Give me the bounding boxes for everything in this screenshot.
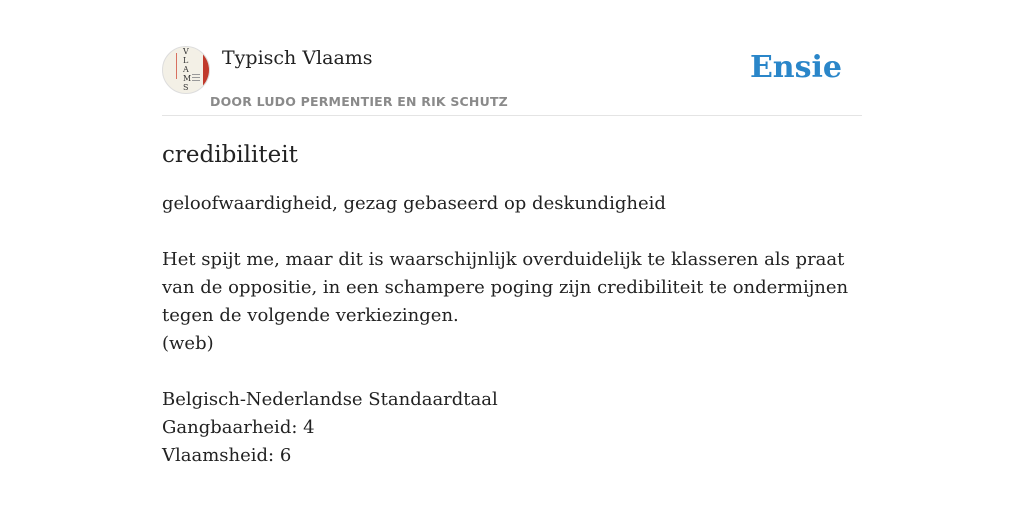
spacer	[162, 358, 862, 386]
cover-letter: V	[183, 47, 189, 56]
entry-vlaamsheid: Vlaamsheid: 6	[162, 445, 292, 466]
entry-word: credibiliteit	[162, 142, 298, 168]
cover-accent-line	[176, 53, 177, 79]
spacer	[162, 218, 862, 246]
entry-source: (web)	[162, 333, 214, 354]
entry-body	[162, 190, 862, 470]
ensie-logo-link[interactable]: Ensie	[749, 50, 842, 85]
cover-letter: L	[183, 56, 189, 65]
entry-content	[162, 138, 862, 470]
cover-rule	[192, 74, 200, 75]
cover-letter: A	[183, 65, 189, 74]
cover-rule	[192, 80, 200, 81]
entry-gangbaarheid: Gangbaarheid: 4	[162, 417, 315, 438]
book-cover-avatar[interactable]	[162, 46, 210, 94]
book-title-link[interactable]: Typisch Vlaams	[222, 47, 373, 69]
entry-example: Het spijt me, maar dit is waarschijnlijk overduidelijk te klasseren als praat van de oppositie, in een schampere poging zijn credibiliteit te ondermijnen tegen de volgende verkiezingen.	[162, 249, 849, 326]
cover-rule	[192, 77, 200, 78]
authors-byline: DOOR LUDO PERMENTIER EN RIK SCHUTZ	[210, 94, 508, 109]
entry-language: Belgisch-Nederlandse Standaardtaal	[162, 389, 498, 410]
entry-definition: geloofwaardigheid, gezag gebaseerd op deskundigheid	[162, 193, 666, 214]
cover-red-edge	[203, 47, 209, 94]
cover-letter: M	[183, 74, 192, 83]
header	[162, 46, 862, 116]
cover-letter: S	[183, 83, 189, 92]
